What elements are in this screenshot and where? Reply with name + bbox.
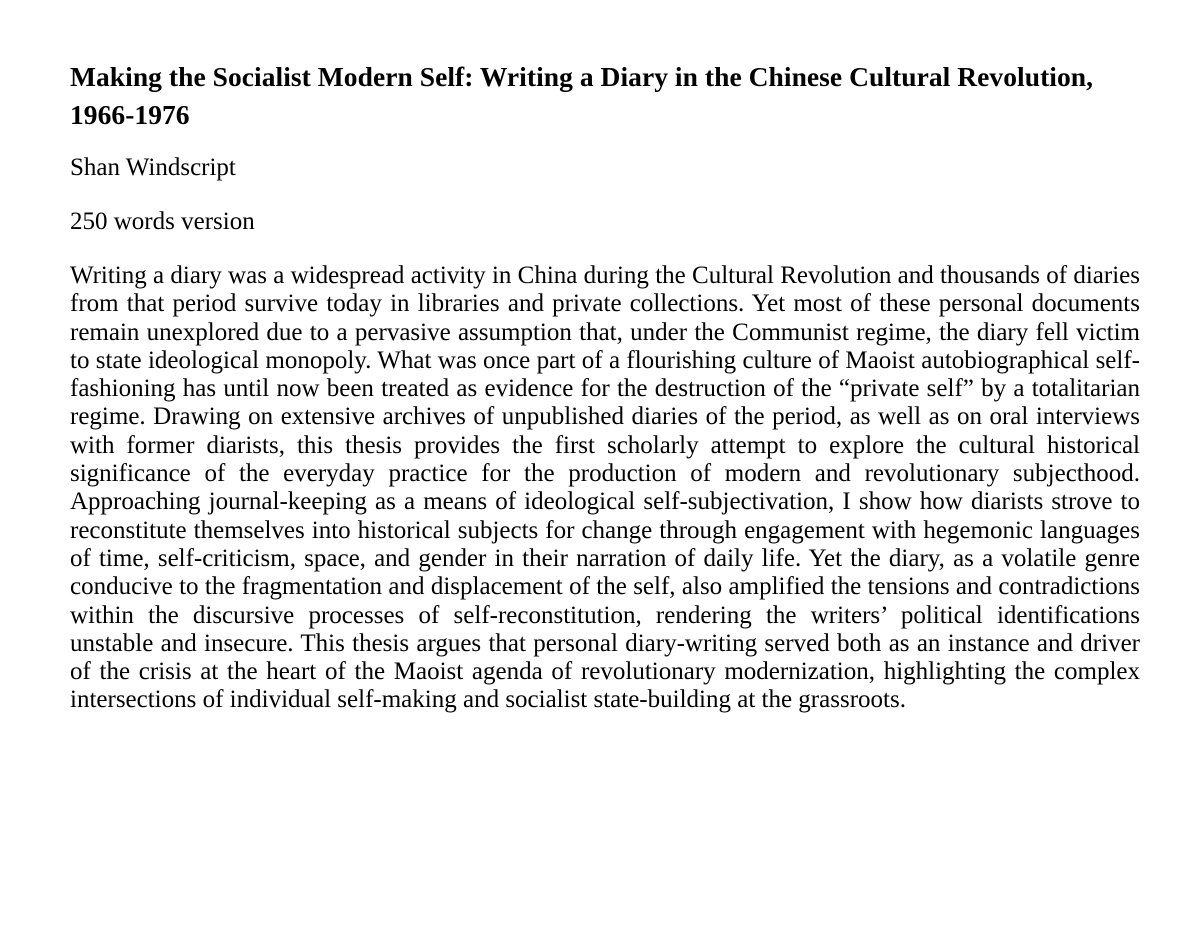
version-note: 250 words version — [70, 208, 255, 235]
document-page — [70, 58, 1140, 715]
author-name: Shan Windscript — [70, 154, 236, 181]
abstract-paragraph: Writing a diary was a widespread activity in China during the Cultural Revolution and thousands of diaries from that period survive today in libraries and private collections. Yet most of these personal documents remain unexplored due to a pervasive assumption that, under the Communist regime, the diary fell victim to state ideological monopoly. What was once part of a flourishing culture of Maoist autobiographical self-fashioning has until now been treated as evidence for the destruction of the “private self” by a totalitarian regime. Drawing on extensive archives of unpublished diaries of the period, as well as on oral interviews with former diarists, this thesis provides the first scholarly attempt to explore the cultural historical significance of the everyday practice for the production of modern and revolutionary subjecthood. Approaching journal-keeping as a means of ideological self-subjectivation, I show how diarists strove to reconstitute themselves into historical subjects for change through engagement with hegemonic languages of time, self-criticism, space, and gender in their narration of daily life. Yet the diary, as a volatile genre conducive to the fragmentation and displacement of the self, also amplified the tensions and contradictions within the discursive processes of self-reconstitution, rendering the writers’ political identifications unstable and insecure. This thesis argues that personal diary-writing served both as an instance and driver of the crisis at the heart of the Maoist agenda of revolutionary modernization, highlighting the complex intersections of individual self-making and socialist state-building at the grassroots. — [70, 262, 1140, 714]
document-title: Making the Socialist Modern Self: Writing a Diary in the Chinese Cultural Revolution, 1966-1976 — [70, 61, 1094, 130]
